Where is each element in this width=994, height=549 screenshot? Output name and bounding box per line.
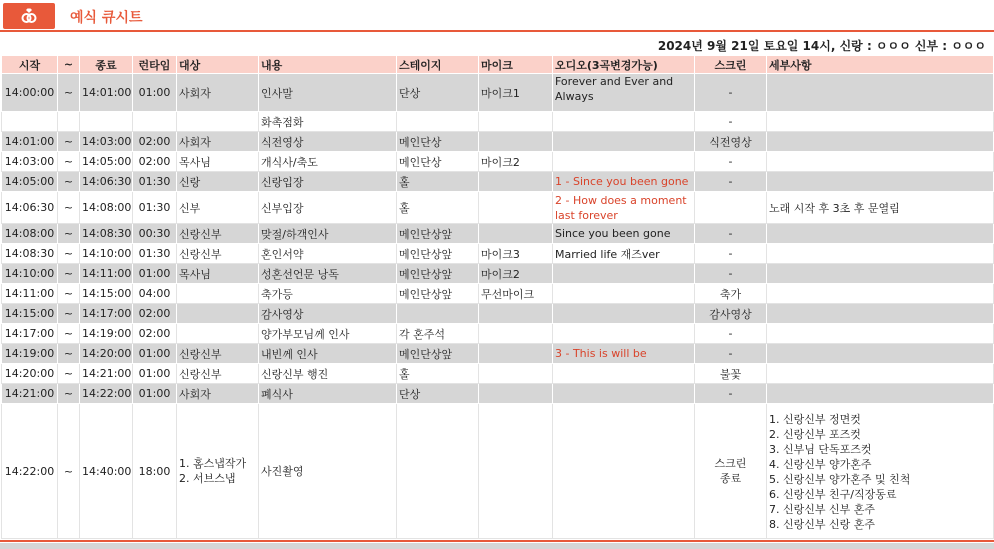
cell-mic[interactable]	[479, 364, 553, 384]
cell-stage[interactable]: 홀	[397, 172, 479, 192]
cell-detail[interactable]	[767, 284, 994, 304]
cue-sheet-table	[1, 55, 994, 539]
cell-end[interactable]: 14:22:00	[80, 384, 133, 404]
cell-screen[interactable]: -	[695, 112, 767, 132]
cell-stage[interactable]: 메인단상앞	[397, 244, 479, 264]
cell-content[interactable]: 성혼선언문 낭독	[259, 264, 397, 284]
cell-end[interactable]	[80, 112, 133, 132]
column-header[interactable]: 스크린	[695, 56, 767, 74]
cell-target[interactable]: 신랑신부	[177, 344, 259, 364]
cell-stage[interactable]: 메인단상	[397, 132, 479, 152]
cell-audio[interactable]	[553, 132, 695, 152]
cell-run[interactable]: 02:00	[133, 304, 177, 324]
cell-end[interactable]: 14:19:00	[80, 324, 133, 344]
cell-stage[interactable]: 단상	[397, 74, 479, 112]
cell-detail[interactable]	[767, 74, 994, 112]
cell-screen[interactable]	[695, 192, 767, 224]
cell-detail[interactable]	[767, 132, 994, 152]
cell-detail[interactable]	[767, 172, 994, 192]
cell-content[interactable]: 내빈께 인사	[259, 344, 397, 364]
cell-tilde[interactable]: ~	[58, 304, 80, 324]
cell-tilde[interactable]: ~	[58, 364, 80, 384]
cell-end[interactable]: 14:40:00	[80, 404, 133, 539]
cell-audio[interactable]	[553, 404, 695, 539]
cell-mic[interactable]	[479, 324, 553, 344]
cell-content[interactable]: 사진촬영	[259, 404, 397, 539]
column-header[interactable]: ~	[58, 56, 80, 74]
cell-detail[interactable]: 노래 시작 후 3초 후 문열림	[767, 192, 994, 224]
cell-start[interactable]: 14:03:00	[2, 152, 58, 172]
cell-tilde[interactable]: ~	[58, 324, 80, 344]
cell-content[interactable]: 식전영상	[259, 132, 397, 152]
cell-content[interactable]: 화촉점화	[259, 112, 397, 132]
cell-screen[interactable]: 축가	[695, 284, 767, 304]
table-row[interactable]	[2, 264, 994, 284]
cell-stage[interactable]: 홀	[397, 192, 479, 224]
cell-audio[interactable]	[553, 284, 695, 304]
cell-tilde[interactable]: ~	[58, 264, 80, 284]
cell-stage[interactable]: 메인단상앞	[397, 344, 479, 364]
cell-end[interactable]: 14:05:00	[80, 152, 133, 172]
cell-screen[interactable]: -	[695, 172, 767, 192]
table-row[interactable]	[2, 404, 994, 539]
cell-stage[interactable]: 각 혼주석	[397, 324, 479, 344]
cell-tilde[interactable]: ~	[58, 224, 80, 244]
cell-stage[interactable]: 홀	[397, 364, 479, 384]
cell-tilde[interactable]: ~	[58, 244, 80, 264]
column-header[interactable]: 스테이지	[397, 56, 479, 74]
cell-end[interactable]: 14:01:00	[80, 74, 133, 112]
cell-audio[interactable]	[553, 384, 695, 404]
cell-stage[interactable]: 메인단상앞	[397, 264, 479, 284]
cell-audio[interactable]	[553, 364, 695, 384]
cell-content[interactable]: 혼인서약	[259, 244, 397, 264]
table-row[interactable]	[2, 112, 994, 132]
cell-content[interactable]: 신부입장	[259, 192, 397, 224]
cell-target[interactable]: 신랑신부	[177, 224, 259, 244]
cell-screen[interactable]: -	[695, 224, 767, 244]
cell-stage[interactable]	[397, 404, 479, 539]
cell-audio[interactable]	[553, 112, 695, 132]
column-header[interactable]: 마이크	[479, 56, 553, 74]
cell-run[interactable]: 04:00	[133, 284, 177, 304]
cell-audio[interactable]: Since you been gone	[553, 224, 695, 244]
cell-target[interactable]: 1. 홈스냅작가 2. 서브스냅	[177, 404, 259, 539]
cell-tilde[interactable]: ~	[58, 152, 80, 172]
cell-target[interactable]: 신랑신부	[177, 244, 259, 264]
cell-run[interactable]: 02:00	[133, 132, 177, 152]
cell-start[interactable]: 14:15:00	[2, 304, 58, 324]
cell-audio[interactable]: Married life 재즈ver	[553, 244, 695, 264]
cell-stage[interactable]: 메인단상	[397, 152, 479, 172]
cell-end[interactable]: 14:21:00	[80, 364, 133, 384]
cell-detail[interactable]	[767, 152, 994, 172]
cell-start[interactable]: 14:10:00	[2, 264, 58, 284]
table-row[interactable]	[2, 224, 994, 244]
cell-mic[interactable]	[479, 404, 553, 539]
cell-start[interactable]: 14:06:30	[2, 192, 58, 224]
cell-tilde[interactable]: ~	[58, 192, 80, 224]
cell-run[interactable]: 01:00	[133, 264, 177, 284]
column-header[interactable]: 오디오(3곡변경가능)	[553, 56, 695, 74]
cell-audio[interactable]	[553, 304, 695, 324]
cell-content[interactable]: 맞절/하객인사	[259, 224, 397, 244]
cell-tilde[interactable]: ~	[58, 132, 80, 152]
table-body	[2, 74, 994, 539]
table-row[interactable]	[2, 172, 994, 192]
table-row[interactable]	[2, 324, 994, 344]
cell-target[interactable]	[177, 284, 259, 304]
cell-run[interactable]: 01:00	[133, 344, 177, 364]
cell-content[interactable]: 폐식사	[259, 384, 397, 404]
cell-mic[interactable]	[479, 224, 553, 244]
cell-target[interactable]: 목사님	[177, 152, 259, 172]
cell-run[interactable]: 00:30	[133, 224, 177, 244]
cell-screen[interactable]: 불꽃	[695, 364, 767, 384]
cell-tilde[interactable]: ~	[58, 404, 80, 539]
cell-screen[interactable]: 식전영상	[695, 132, 767, 152]
cell-target[interactable]: 목사님	[177, 264, 259, 284]
column-header[interactable]: 세부사항	[767, 56, 994, 74]
cell-detail[interactable]	[767, 304, 994, 324]
cell-start[interactable]: 14:08:30	[2, 244, 58, 264]
column-header[interactable]: 종료	[80, 56, 133, 74]
cell-run[interactable]: 18:00	[133, 404, 177, 539]
cell-mic[interactable]: 마이크2	[479, 264, 553, 284]
cell-target[interactable]: 신랑신부	[177, 364, 259, 384]
cell-start[interactable]: 14:11:00	[2, 284, 58, 304]
cell-audio[interactable]: 3 - This is will be	[553, 344, 695, 364]
table-row[interactable]	[2, 152, 994, 172]
cell-target[interactable]	[177, 112, 259, 132]
cell-content[interactable]: 개식사/축도	[259, 152, 397, 172]
cell-screen[interactable]: 스크린 종료	[695, 404, 767, 539]
cell-audio[interactable]: 2 - How does a moment last forever	[553, 192, 695, 224]
cell-tilde[interactable]: ~	[58, 284, 80, 304]
cell-detail[interactable]	[767, 364, 994, 384]
partial-row	[0, 543, 994, 549]
cell-run[interactable]: 01:00	[133, 74, 177, 112]
cell-screen[interactable]: 감사영상	[695, 304, 767, 324]
title-divider	[0, 30, 994, 32]
cell-end[interactable]: 14:08:30	[80, 224, 133, 244]
cell-end[interactable]: 14:08:00	[80, 192, 133, 224]
cell-end[interactable]: 14:10:00	[80, 244, 133, 264]
cell-start[interactable]: 14:22:00	[2, 404, 58, 539]
cell-content[interactable]: 감사영상	[259, 304, 397, 324]
cell-audio[interactable]: Forever and Ever and Always	[553, 74, 695, 112]
cell-stage[interactable]	[397, 304, 479, 324]
cell-start[interactable]: 14:20:00	[2, 364, 58, 384]
cell-tilde[interactable]: ~	[58, 74, 80, 112]
cell-mic[interactable]	[479, 344, 553, 364]
cell-mic[interactable]	[479, 304, 553, 324]
cell-detail[interactable]	[767, 324, 994, 344]
cell-end[interactable]: 14:15:00	[80, 284, 133, 304]
cell-mic[interactable]: 무선마이크	[479, 284, 553, 304]
cell-start[interactable]: 14:00:00	[2, 74, 58, 112]
cell-mic[interactable]: 마이크3	[479, 244, 553, 264]
cell-content[interactable]: 양가부모님께 인사	[259, 324, 397, 344]
table-row[interactable]	[2, 304, 994, 324]
cell-mic[interactable]	[479, 172, 553, 192]
cell-screen[interactable]: -	[695, 264, 767, 284]
event-info: 2024년 9월 21일 토요일 14시, 신랑 : ㅇㅇㅇ 신부 : ㅇㅇㅇ	[657, 39, 986, 53]
cell-target[interactable]	[177, 324, 259, 344]
cell-start[interactable]: 14:21:00	[2, 384, 58, 404]
wedding-rings-icon	[3, 3, 55, 29]
cell-mic[interactable]	[479, 384, 553, 404]
cell-end[interactable]: 14:20:00	[80, 344, 133, 364]
cell-screen[interactable]: -	[695, 324, 767, 344]
column-header[interactable]: 런타임	[133, 56, 177, 74]
table-row[interactable]	[2, 74, 994, 112]
bottom-divider	[0, 540, 994, 542]
cell-audio[interactable]	[553, 152, 695, 172]
table-row[interactable]	[2, 284, 994, 304]
cell-run[interactable]: 01:00	[133, 364, 177, 384]
column-header[interactable]: 시작	[2, 56, 58, 74]
table-row[interactable]	[2, 384, 994, 404]
cell-run[interactable]: 01:00	[133, 384, 177, 404]
cell-mic[interactable]	[479, 112, 553, 132]
cell-tilde[interactable]: ~	[58, 172, 80, 192]
table-row[interactable]	[2, 132, 994, 152]
table-row[interactable]	[2, 344, 994, 364]
table-row[interactable]	[2, 192, 994, 224]
cell-audio[interactable]	[553, 264, 695, 284]
table-header-row	[2, 56, 994, 74]
column-header[interactable]: 대상	[177, 56, 259, 74]
cell-stage[interactable]: 메인단상앞	[397, 284, 479, 304]
cell-target[interactable]: 사회자	[177, 132, 259, 152]
table-row[interactable]	[2, 364, 994, 384]
cell-target[interactable]: 신부	[177, 192, 259, 224]
cell-detail[interactable]	[767, 224, 994, 244]
cell-detail[interactable]: 1. 신랑신부 정면컷 2. 신랑신부 포즈컷 3. 신부님 단독포즈컷 4. 신랑신부 양가혼주 5. 신랑신부 양가혼주 및 친척 6. 신랑신부 친구/직장동료 7. 신랑신부 신부 혼주 8. 신랑신부 신랑 혼주	[767, 404, 994, 539]
cell-mic[interactable]	[479, 132, 553, 152]
cell-start[interactable]: 14:17:00	[2, 324, 58, 344]
cell-detail[interactable]	[767, 344, 994, 364]
cell-detail[interactable]	[767, 112, 994, 132]
cell-stage[interactable]: 단상	[397, 384, 479, 404]
cell-content[interactable]: 신랑입장	[259, 172, 397, 192]
cell-run[interactable]: 02:00	[133, 152, 177, 172]
cell-start[interactable]: 14:08:00	[2, 224, 58, 244]
cell-screen[interactable]: -	[695, 344, 767, 364]
cell-tilde[interactable]: ~	[58, 384, 80, 404]
cell-tilde[interactable]	[58, 112, 80, 132]
column-header[interactable]: 내용	[259, 56, 397, 74]
title-bar	[0, 0, 994, 34]
cell-mic[interactable]	[479, 192, 553, 224]
cell-mic[interactable]: 마이크1	[479, 74, 553, 112]
cell-target[interactable]: 사회자	[177, 384, 259, 404]
cell-detail[interactable]	[767, 244, 994, 264]
cell-end[interactable]: 14:03:00	[80, 132, 133, 152]
cell-start[interactable]	[2, 112, 58, 132]
cell-end[interactable]: 14:11:00	[80, 264, 133, 284]
cell-tilde[interactable]: ~	[58, 344, 80, 364]
cell-detail[interactable]	[767, 264, 994, 284]
cell-screen[interactable]: -	[695, 384, 767, 404]
cell-run[interactable]: 01:30	[133, 172, 177, 192]
cell-content[interactable]: 축가등	[259, 284, 397, 304]
cell-end[interactable]: 14:06:30	[80, 172, 133, 192]
cell-stage[interactable]	[397, 112, 479, 132]
cell-target[interactable]: 신랑	[177, 172, 259, 192]
cell-run[interactable]: 01:30	[133, 192, 177, 224]
cell-start[interactable]: 14:19:00	[2, 344, 58, 364]
cell-end[interactable]: 14:17:00	[80, 304, 133, 324]
cell-start[interactable]: 14:05:00	[2, 172, 58, 192]
cell-run[interactable]: 01:30	[133, 244, 177, 264]
cell-audio[interactable]: 1 - Since you been gone	[553, 172, 695, 192]
cell-stage[interactable]: 메인단상앞	[397, 224, 479, 244]
cell-mic[interactable]: 마이크2	[479, 152, 553, 172]
cell-target[interactable]: 사회자	[177, 74, 259, 112]
cell-screen[interactable]: -	[695, 74, 767, 112]
cell-audio[interactable]	[553, 324, 695, 344]
table-row[interactable]	[2, 244, 994, 264]
cell-content[interactable]: 신랑신부 행진	[259, 364, 397, 384]
cell-run[interactable]: 02:00	[133, 324, 177, 344]
cell-run[interactable]	[133, 112, 177, 132]
cell-content[interactable]: 인사말	[259, 74, 397, 112]
cell-target[interactable]	[177, 304, 259, 324]
cell-screen[interactable]: -	[695, 152, 767, 172]
page-title: 예식 큐시트	[70, 10, 143, 26]
cell-start[interactable]: 14:01:00	[2, 132, 58, 152]
cell-detail[interactable]	[767, 384, 994, 404]
cell-screen[interactable]: -	[695, 244, 767, 264]
